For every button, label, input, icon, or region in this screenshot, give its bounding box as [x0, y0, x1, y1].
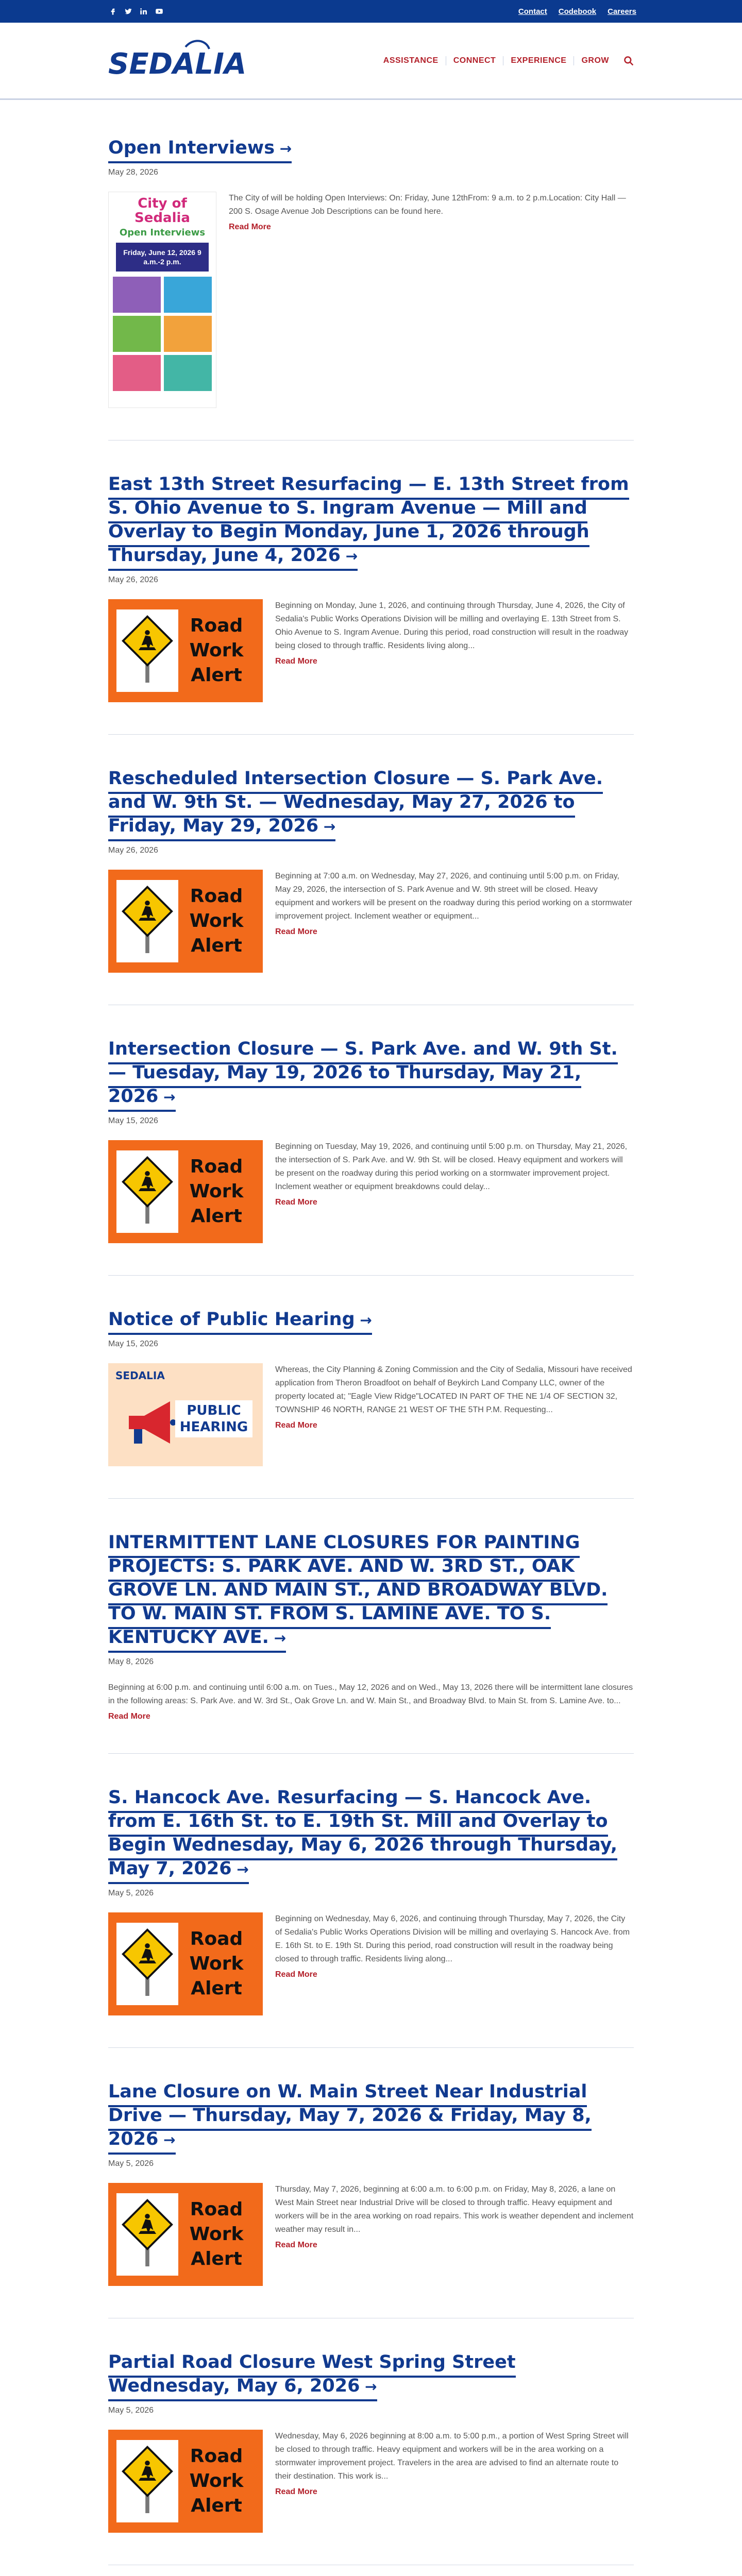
contact-link[interactable]: Contact [518, 7, 547, 16]
road-work-alert-text [178, 884, 255, 958]
social-links [108, 7, 164, 16]
read-more-link[interactable]: Read More [275, 1970, 317, 1979]
facebook-icon[interactable] [108, 7, 117, 16]
flyer-panel [113, 355, 161, 391]
post-title-link[interactable] [108, 138, 292, 163]
post-excerpt: Beginning at 7:00 a.m. on Wednesday, May 27, 2026, and continuing until 5:00 p.m. on Friday, May 29, 2026, the intersection of S. Park Avenue and W. 9th street will be closed. Heavy equipment and workers will be present on the roadway during this period working on a stormwater improvement project. Inclement weather or equipment... [275, 872, 632, 921]
post-item [108, 1786, 634, 2048]
work-word: Work [189, 1953, 244, 1974]
post-date: May 26, 2026 [108, 575, 158, 584]
post-body [108, 2183, 634, 2286]
work-word: Work [189, 2224, 244, 2245]
post-excerpt-wrap [275, 870, 634, 973]
post-item [108, 1308, 634, 1499]
road-sign-panel [116, 880, 178, 962]
arrow-right-icon: → [275, 140, 292, 157]
post-date: May 15, 2026 [108, 1116, 158, 1125]
post-excerpt-wrap [108, 1681, 634, 1721]
post-excerpt: Beginning on Wednesday, May 6, 2026, and continuing through Thursday, May 7, 2026, the City of Sedalia's Public Works Operations Division will be milling and overlaying S. Hancock Ave. from E. 16th St. to E. 19th St. During this period, road construction will result in the roadway being closed to through traffic. Residents living along... [275, 1914, 630, 1963]
road-work-alert-text [178, 614, 255, 688]
post-title-link[interactable] [108, 2081, 592, 2155]
alert-word: Alert [191, 665, 242, 686]
construction-sign-icon [123, 1160, 172, 1224]
road-work-alert-image[interactable] [108, 2183, 263, 2286]
nav-experience[interactable]: EXPERIENCE [503, 56, 574, 65]
post-date: May 5, 2026 [108, 2159, 154, 2168]
hearing-logo: SEDALIA [115, 1369, 165, 1382]
utility-links [518, 7, 636, 16]
post-item [108, 2350, 634, 2565]
flyer-panels [113, 277, 212, 391]
post-item [108, 2080, 634, 2318]
arrow-right-icon: → [341, 548, 358, 565]
construction-sign-icon [123, 2202, 172, 2266]
road-word: Road [190, 1928, 243, 1950]
work-word: Work [189, 1181, 244, 1202]
post-list [108, 100, 634, 2576]
post-title: Intersection Closure — S. Park Ave. and W. 9th St. — Tuesday, May 19, 2026 to Thursday, May 21, 2026 [108, 1039, 618, 1107]
post-title: Lane Closure on W. Main Street Near Industrial Drive — Thursday, May 7, 2026 & Friday, May 8, 2026 [108, 2081, 592, 2149]
post-title-link[interactable] [108, 2352, 516, 2401]
alert-word: Alert [191, 2248, 242, 2269]
post-excerpt-wrap [275, 599, 634, 702]
work-word: Work [189, 2470, 244, 2492]
road-word: Road [190, 2199, 243, 2220]
read-more-link[interactable]: Read More [108, 1712, 150, 1721]
post-excerpt: Beginning at 6:00 p.m. and continuing until 6:00 a.m. on Tues., May 12, 2026 and on Wed., May 13, 2026 there will be intermittent lane closures in the following areas: S. Park Ave. and W. 3rd St., Oak Grove Ln. and W. Main St., and Broadway Blvd. to Main St. from S. Lamine Ave. to... [108, 1683, 633, 1705]
logo-text: SEDALIA [108, 47, 247, 81]
flyer-panel [113, 316, 161, 352]
post-body [108, 1140, 634, 1243]
read-more-link[interactable]: Read More [229, 223, 271, 231]
linkedin-icon[interactable] [139, 7, 148, 16]
post-body [108, 192, 634, 408]
post-title-link[interactable] [108, 474, 629, 571]
nav-assistance[interactable]: ASSISTANCE [376, 56, 446, 65]
post-date: May 28, 2026 [108, 168, 158, 177]
post-body [108, 870, 634, 973]
flyer-panel [164, 277, 212, 313]
post-title-link[interactable] [108, 1039, 618, 1112]
read-more-link[interactable]: Read More [275, 1198, 317, 1207]
post-body [108, 1681, 634, 1721]
main-navigation [376, 56, 634, 66]
post-excerpt: Beginning on Monday, June 1, 2026, and continuing through Thursday, June 4, 2026, the City of Sedalia's Public Works Operations Division will be milling and overlaying E. 13th Street from S. Ohio Avenue to S. Ingram Avenue. During this period, road construction will result in the roadway being closed to through traffic. Residents living along... [275, 601, 629, 650]
road-sign-panel [116, 2440, 178, 2522]
road-work-alert-image[interactable] [108, 2430, 263, 2533]
road-work-alert-image[interactable] [108, 870, 263, 973]
arrow-right-icon: → [158, 2131, 176, 2148]
twitter-icon[interactable] [124, 7, 133, 16]
site-header [0, 23, 742, 100]
megaphone-icon [124, 1394, 180, 1451]
search-icon[interactable] [623, 56, 634, 66]
post-item [108, 136, 634, 440]
flyer-panel [164, 355, 212, 391]
post-body [108, 599, 634, 702]
construction-sign-icon [123, 2449, 172, 2513]
post-date: May 15, 2026 [108, 1340, 158, 1348]
post-date: May 26, 2026 [108, 846, 158, 855]
top-bar [0, 0, 742, 23]
read-more-link[interactable]: Read More [275, 927, 317, 936]
alert-word: Alert [191, 2495, 242, 2516]
road-word: Road [190, 615, 243, 636]
arrow-right-icon: → [355, 1312, 372, 1329]
road-work-alert-image[interactable] [108, 599, 263, 702]
alert-word: Alert [191, 935, 242, 956]
post-item [108, 767, 634, 1005]
post-title: Rescheduled Intersection Closure — S. Park Ave. and W. 9th St. — Wednesday, May 27, 2026 to Friday, May 29, 2026 [108, 768, 603, 836]
road-work-alert-text [178, 2197, 255, 2272]
read-more-link[interactable]: Read More [275, 2241, 317, 2249]
flyer-panel [164, 316, 212, 352]
post-date: May 5, 2026 [108, 2406, 154, 2415]
careers-link[interactable]: Careers [608, 7, 636, 16]
arrow-right-icon: → [231, 1861, 249, 1878]
road-word: Road [190, 2446, 243, 2467]
read-more-link[interactable]: Read More [275, 1421, 317, 1430]
flyer-subtitle: Open Interviews [119, 227, 206, 238]
post-item [108, 1531, 634, 1754]
arrow-right-icon: → [318, 818, 336, 835]
post-title: Partial Road Closure West Spring Street Wednesday, May 6, 2026 [108, 2352, 516, 2396]
post-title: East 13th Street Resurfacing — E. 13th Street from S. Ohio Avenue to S. Ingram Avenue — Mill and Overlay to Begin Monday, June 1, 2026 through Thursday, June 4, 2026 [108, 474, 629, 566]
post-excerpt-wrap [229, 192, 634, 408]
road-work-alert-text [178, 2444, 255, 2518]
post-item [108, 472, 634, 735]
post-title: Open Interviews [108, 138, 275, 158]
road-sign-panel [116, 1923, 178, 2005]
road-work-alert-text [178, 1155, 255, 1229]
read-more-link[interactable]: Read More [275, 657, 317, 666]
road-work-alert-image[interactable] [108, 1140, 263, 1243]
nav-grow[interactable]: GROW [581, 56, 609, 65]
nav-connect[interactable]: CONNECT [446, 56, 504, 65]
road-sign-panel [116, 2193, 178, 2276]
read-more-link[interactable]: Read More [275, 2487, 317, 2496]
post-body [108, 1363, 634, 1466]
flyer-title: City of Sedalia [134, 196, 190, 226]
post-body [108, 2430, 634, 2533]
post-date: May 5, 2026 [108, 1889, 154, 1897]
post-excerpt-wrap [275, 1912, 634, 2015]
work-word: Work [189, 910, 244, 931]
flyer-details: Friday, June 12, 2026 9 a.m.-2 p.m. [116, 243, 209, 272]
youtube-icon[interactable] [155, 7, 164, 16]
road-sign-panel [116, 1150, 178, 1233]
post-excerpt: The City of will be holding Open Interviews: On: Friday, June 12thFrom: 9 a.m. to 2 p.m.Location: City Hall — 200 S. Osage Avenue Job Descriptions can be found here. [229, 194, 626, 216]
arrow-right-icon: → [360, 2378, 377, 2395]
road-word: Road [190, 886, 243, 907]
post-excerpt-wrap [275, 1363, 634, 1466]
flyer-image [108, 192, 216, 408]
sedalia-logo[interactable] [108, 38, 247, 84]
construction-sign-icon [123, 1932, 172, 1996]
post-title: Notice of Public Hearing [108, 1309, 355, 1330]
alert-word: Alert [191, 1978, 242, 1999]
road-sign-panel [116, 609, 178, 692]
flyer-panel [113, 277, 161, 313]
road-word: Road [190, 1156, 243, 1177]
post-title-link[interactable] [108, 1787, 617, 1884]
work-word: Work [189, 640, 244, 661]
road-work-alert-image[interactable] [108, 1912, 263, 2015]
public-hearing-image[interactable] [108, 1363, 263, 1466]
post-excerpt-wrap [275, 1140, 634, 1243]
post-item [108, 1037, 634, 1276]
post-excerpt-wrap [275, 2183, 634, 2286]
post-title: S. Hancock Ave. Resurfacing — S. Hancock Ave. from E. 16th St. to E. 19th St. Mill and Overlay to Begin Wednesday, May 6, 2026 through Thursday, May 7, 2026 [108, 1787, 617, 1879]
construction-sign-icon [123, 619, 172, 683]
post-excerpt: Thursday, May 7, 2026, beginning at 6:00 a.m. to 6:00 p.m. on Friday, May 8, 2026, a lane on West Main Street near Industrial Drive will be closed to through traffic. Heavy equipment and workers will be in the area working on road repairs. This work is weather dependent and inclement weather may result in... [275, 2185, 634, 2234]
post-title-link[interactable] [108, 1309, 372, 1335]
codebook-link[interactable]: Codebook [558, 7, 597, 16]
post-title-link[interactable] [108, 1532, 608, 1653]
post-title-link[interactable] [108, 768, 603, 841]
open-interviews-flyer[interactable] [108, 192, 216, 408]
post-excerpt: Whereas, the City Planning & Zoning Commission and the City of Sedalia, Missouri have received application from Theron Broadfoot on behalf of Beykirch Land Company LLC, owner of the property located at; "Eagle View Ridge"LOCATED IN PART OF THE NE 1/4 OF SECTION 32, TOWNSHIP 46 NORTH, RANGE 21 WEST OF THE 5TH P.M. Requesting... [275, 1365, 632, 1414]
hearing-text: PUBLIC HEARING [175, 1400, 252, 1437]
post-body [108, 1912, 634, 2015]
post-excerpt: Beginning on Tuesday, May 19, 2026, and continuing until 5:00 p.m. on Thursday, May 21, 2026, the intersection of S. Park Ave. and W. 9th St. will be closed. Heavy equipment and workers will be present on the roadway during this period working on a stormwater improvement project. Inclement weather or equipment breakdowns could delay... [275, 1142, 628, 1191]
post-excerpt: Wednesday, May 6, 2026 beginning at 8:00 a.m. to 5:00 p.m., a portion of West Spring Street will be closed to through traffic. Heavy equipment and workers will be in the area working on a stormwater improvement project. Travelers in the area are advised to find an alternate route to their destination. This work is... [275, 2432, 629, 2481]
arrow-right-icon: → [268, 1630, 286, 1647]
arrow-right-icon: → [158, 1089, 176, 1106]
construction-sign-icon [123, 889, 172, 953]
road-work-alert-text [178, 1927, 255, 2001]
alert-word: Alert [191, 1206, 242, 1227]
post-date: May 8, 2026 [108, 1657, 154, 1666]
post-title: INTERMITTENT LANE CLOSURES FOR PAINTING PROJECTS: S. PARK AVE. AND W. 3RD ST., OAK GROVE LN. AND MAIN ST., AND BROADWAY BLVD. TO W. MAIN ST. FROM S. LAMINE AVE. TO S. KENTUCKY AVE. [108, 1532, 608, 1648]
post-excerpt-wrap [275, 2430, 634, 2533]
